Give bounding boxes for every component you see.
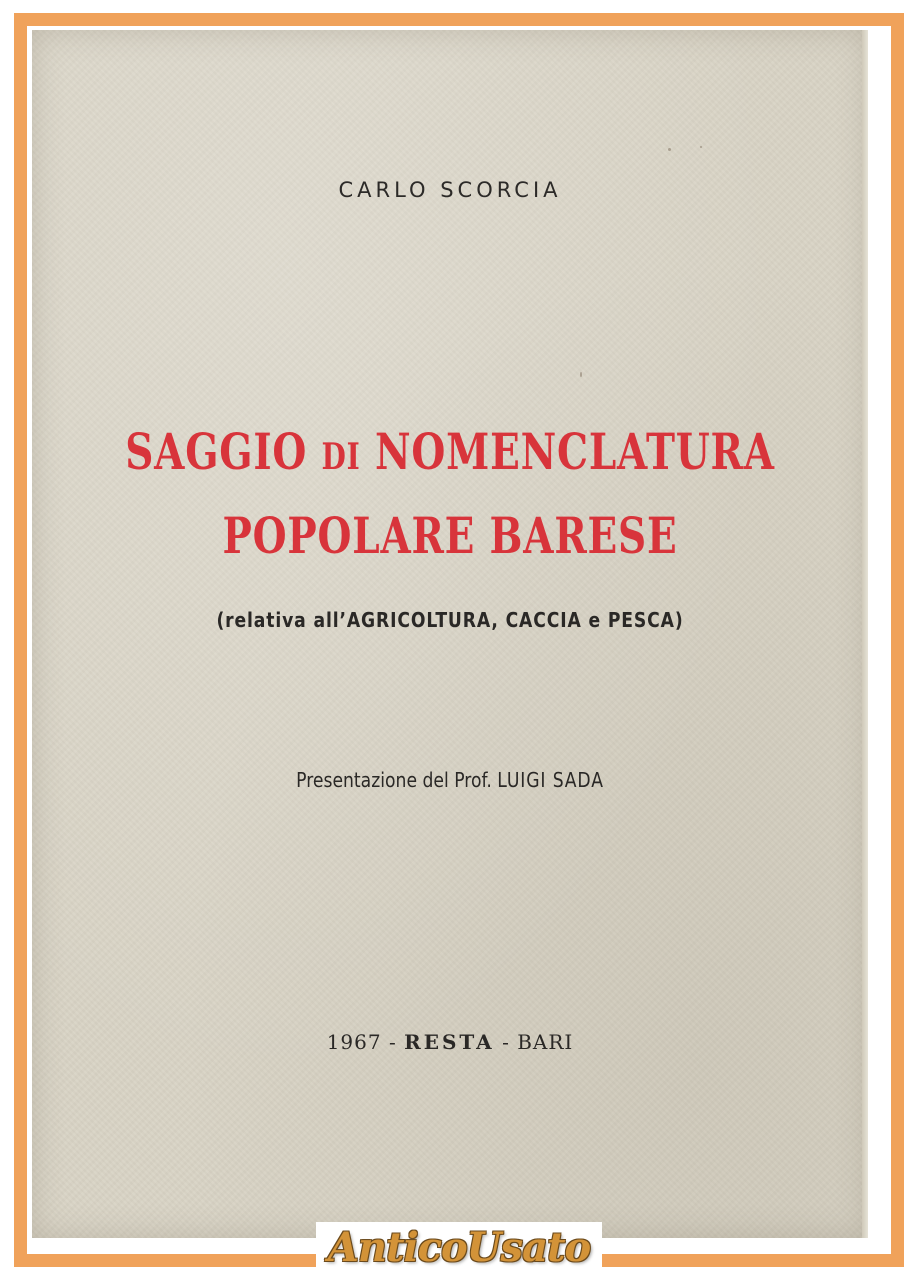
presentation-line: [91, 768, 810, 792]
stain-mark: [668, 148, 671, 151]
page-edge: [862, 30, 868, 1238]
imprint-separator: -: [502, 1030, 510, 1054]
book-cover: [32, 30, 868, 1238]
title-line-1: [124, 422, 776, 481]
stain-mark: [700, 146, 702, 148]
watermark-logo: [316, 1222, 602, 1274]
presentation-prefix: Presentazione del Prof.: [296, 768, 492, 792]
imprint-separator: -: [388, 1030, 397, 1054]
imprint-line: [32, 1030, 868, 1054]
title-line-2: POPOLARE BARESE: [222, 506, 678, 565]
title-word-di: DI: [321, 436, 361, 478]
imprint-publisher: RESTA: [404, 1030, 495, 1054]
presenter-name: LUIGI SADA: [497, 768, 604, 792]
watermark-logo-text: AnticoUsato: [327, 1224, 591, 1271]
imprint-city: BARI: [517, 1030, 574, 1054]
imprint-year: 1967: [326, 1030, 382, 1054]
stain-mark: [580, 372, 582, 377]
title-word-nomenclatura: NOMENCLATURA: [374, 422, 775, 481]
author-name: CARLO SCORCIA: [338, 178, 562, 202]
subtitle: (relativa all’AGRICOLTURA, CACCIA e PESCA): [216, 608, 684, 632]
title-word-saggio: SAGGIO: [125, 422, 308, 481]
